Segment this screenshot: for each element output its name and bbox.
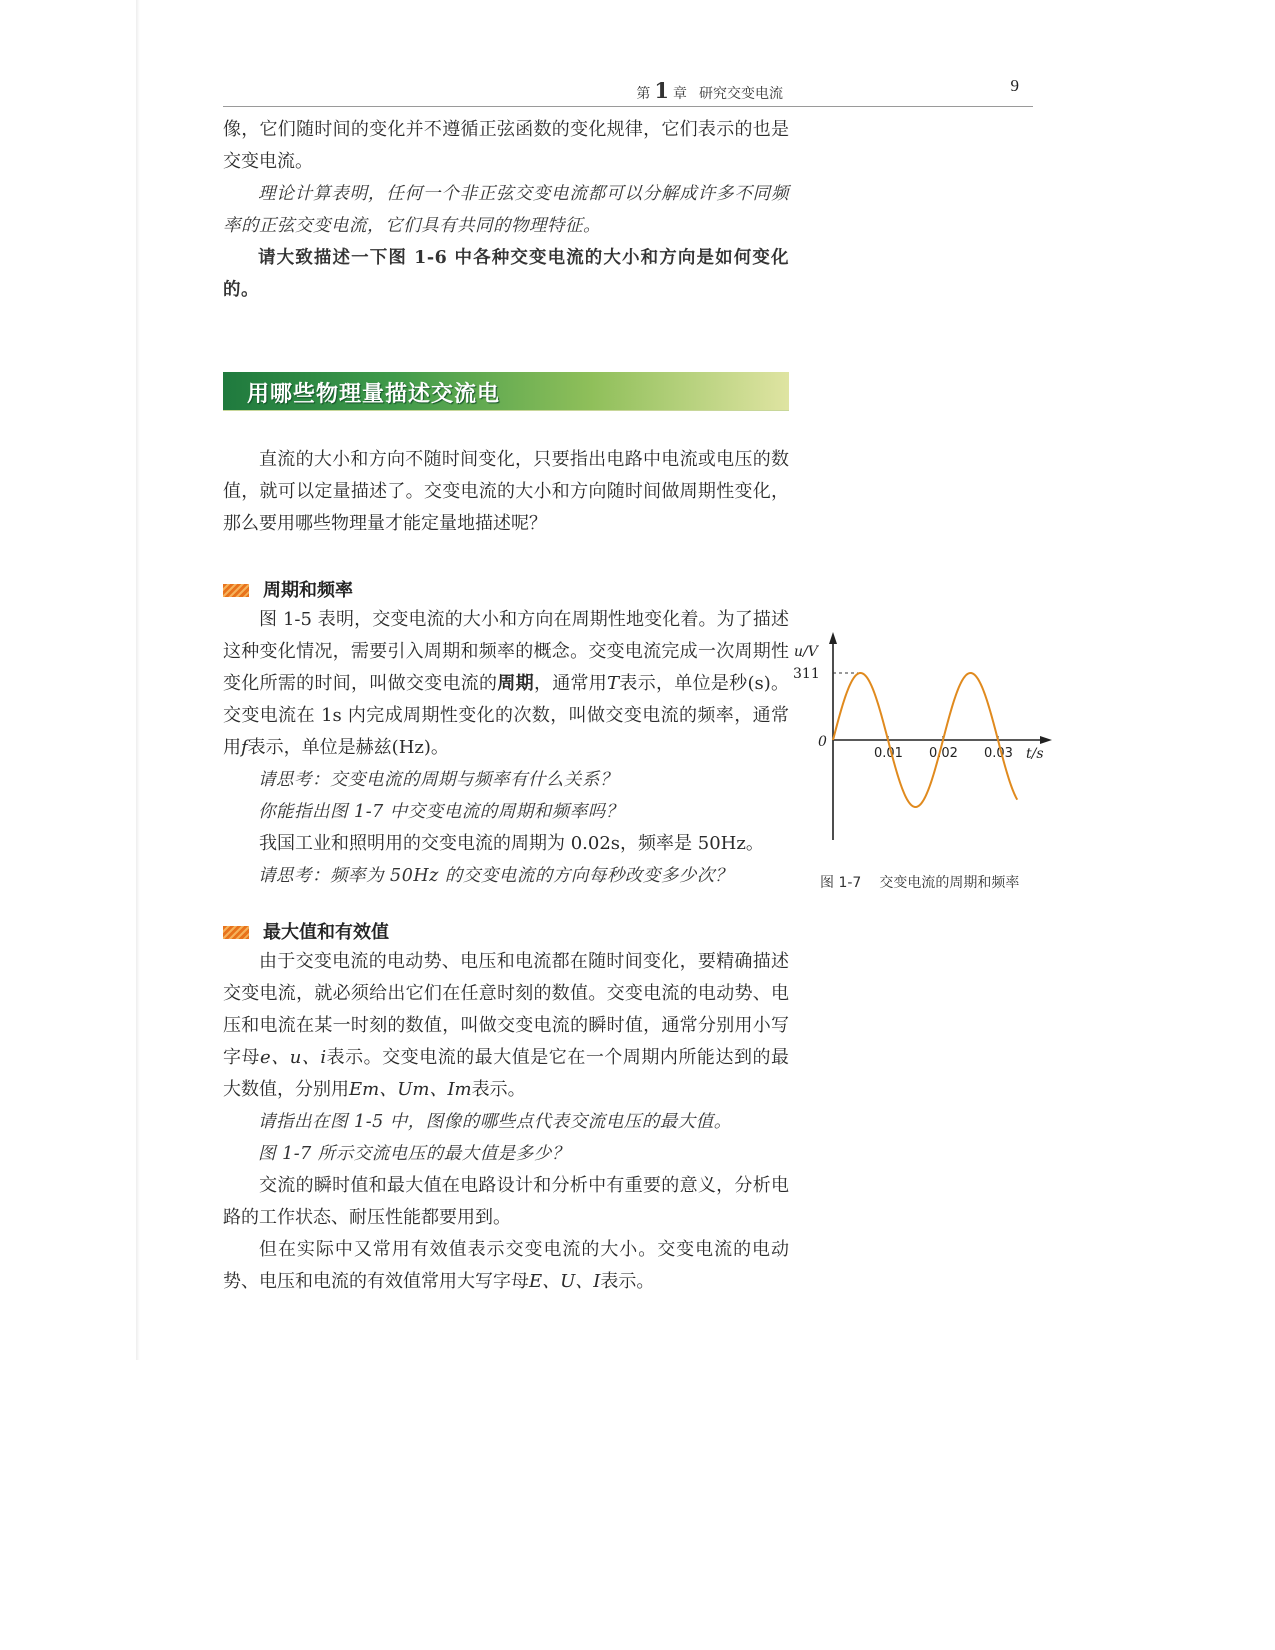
symbols-effective: E、U、I [529, 1271, 601, 1292]
period-paragraph: 我国工业和照明用的交变电流的周期为 0.02s，频率是 50Hz。 [259, 833, 764, 854]
intro-text [223, 114, 789, 306]
period-text [223, 604, 789, 892]
period-paragraph [223, 604, 789, 764]
question: 图 1-7 所示交流电压的最大值是多少？ [258, 1144, 570, 1164]
intro-question: 请大致描述一下图 1-6 中各种交变电流的大小和方向是如何变化的。 [223, 248, 789, 300]
intro-paragraph: 理论计算表明，任何一个非正弦交变电流都可以分解成许多不同频率的正弦交变电流，它们具有共同的物理特征。 [223, 184, 789, 236]
question: 请指出在图 1-5 中，图像的哪些点代表交流电压的最大值。 [258, 1112, 732, 1132]
section-title: 用哪些物理量描述交流电 [247, 382, 501, 407]
question: 请思考：交变电流的周期与频率有什么关系？ [258, 770, 618, 790]
question: 请思考：频率为 50Hz 的交变电流的方向每秒改变多少次？ [258, 866, 733, 886]
peak-paragraph: 交流的瞬时值和最大值在电路设计和分析中有重要的意义，分析电路的工作状态、耐压性能都要用到。 [223, 1175, 789, 1228]
lead-paragraph: 直流的大小和方向不随时间变化，只要指出电路中电流或电压的数值，就可以定量描述了。交变电流的大小和方向随时间做周期性变化，那么要用哪些物理量才能定量地描述呢？ [223, 449, 789, 534]
text-run: 表示，单位是赫兹(Hz)。 [247, 737, 449, 758]
peak-paragraph [223, 946, 789, 1106]
x-axis-label: t/s [1026, 746, 1044, 762]
text-run: 表示。交变电流的最大值是它在一个周期内所能达到的最大数值，分别用 [223, 1047, 789, 1100]
symbol-T: T [607, 673, 620, 694]
chapter-name: 研究交变电流 [699, 86, 783, 102]
heading-marker-icon [223, 926, 249, 939]
figure-caption [820, 872, 1019, 892]
text-run: 由于交变电流的电动势、电压和电流都在随时间变化，要精确描述交变电流，就必须给出它们在任意时刻的数值。交变电流的电动势、电压和电流在某一时刻的数值，叫做交变电流的瞬时值，通常分别用小写字母 [223, 951, 789, 1068]
page-header [223, 70, 1033, 107]
symbols-max: Em、Um、Im [349, 1079, 472, 1100]
subsection-heading-text: 最大值和有效值 [263, 922, 389, 943]
peak-text [223, 946, 789, 1298]
text-run: 表示，单位是秒(s)。交变电流在 1s 内完成周期性变化的次数，叫做交变电流的频率，通常用 [223, 673, 790, 758]
subsection-heading-period [223, 576, 353, 604]
page-edge-shadow [136, 0, 140, 1360]
y-axis-arrow-icon [829, 632, 837, 644]
figure-caption-text: 交变电流的周期和频率 [879, 875, 1020, 891]
intro-paragraph: 像，它们随时间的变化并不遵循正弦函数的变化规律，它们表示的也是交变电流。 [223, 119, 789, 172]
question: 你能指出图 1-7 中交变电流的周期和频率吗？ [258, 802, 624, 822]
chapter-title [636, 78, 783, 103]
y-axis-label: u/V [794, 644, 818, 660]
symbols-instant: e、u、i [260, 1047, 327, 1068]
chapter-number: 1 [654, 78, 669, 103]
section-title-band [223, 372, 789, 410]
x-tick-label-1: 0.01 [874, 746, 903, 761]
peak-label: 311 [793, 666, 820, 682]
figure-1-7-chart [793, 630, 1060, 890]
text-run: 表示。 [471, 1079, 526, 1100]
term-period: 周期 [497, 673, 534, 694]
symbol-f: f [241, 737, 248, 758]
text-run: ，通常用 [533, 673, 608, 694]
chapter-suffix: 章 [673, 86, 687, 102]
x-tick-label-3: 0.03 [984, 746, 1013, 761]
x-axis-arrow-icon [1040, 736, 1052, 744]
section-lead [223, 444, 789, 540]
subsection-heading-peak [223, 918, 389, 946]
text-run: 表示。 [600, 1271, 655, 1292]
subsection-heading-text: 周期和频率 [263, 580, 353, 601]
text-run: 图 1-5 表明，交变电流的大小和方向在周期性地变化着。为了描述这种变化情况，需要引入周期和频率的概念。交变电流完成一次周期性变化所需的时间，叫做交变电流的 [223, 609, 789, 694]
chapter-prefix: 第 [636, 86, 651, 102]
origin-label: 0 [818, 734, 827, 750]
x-tick-label-2: 0.02 [929, 746, 958, 761]
heading-marker-icon [223, 584, 249, 597]
figure-caption-label: 图 1-7 [820, 875, 862, 891]
text-run: 但在实际中又常用有效值表示交变电流的大小。交变电流的电动势、电压和电流的有效值常用大写字母 [223, 1239, 789, 1292]
peak-paragraph [223, 1234, 789, 1298]
page-number: 9 [1010, 76, 1019, 95]
